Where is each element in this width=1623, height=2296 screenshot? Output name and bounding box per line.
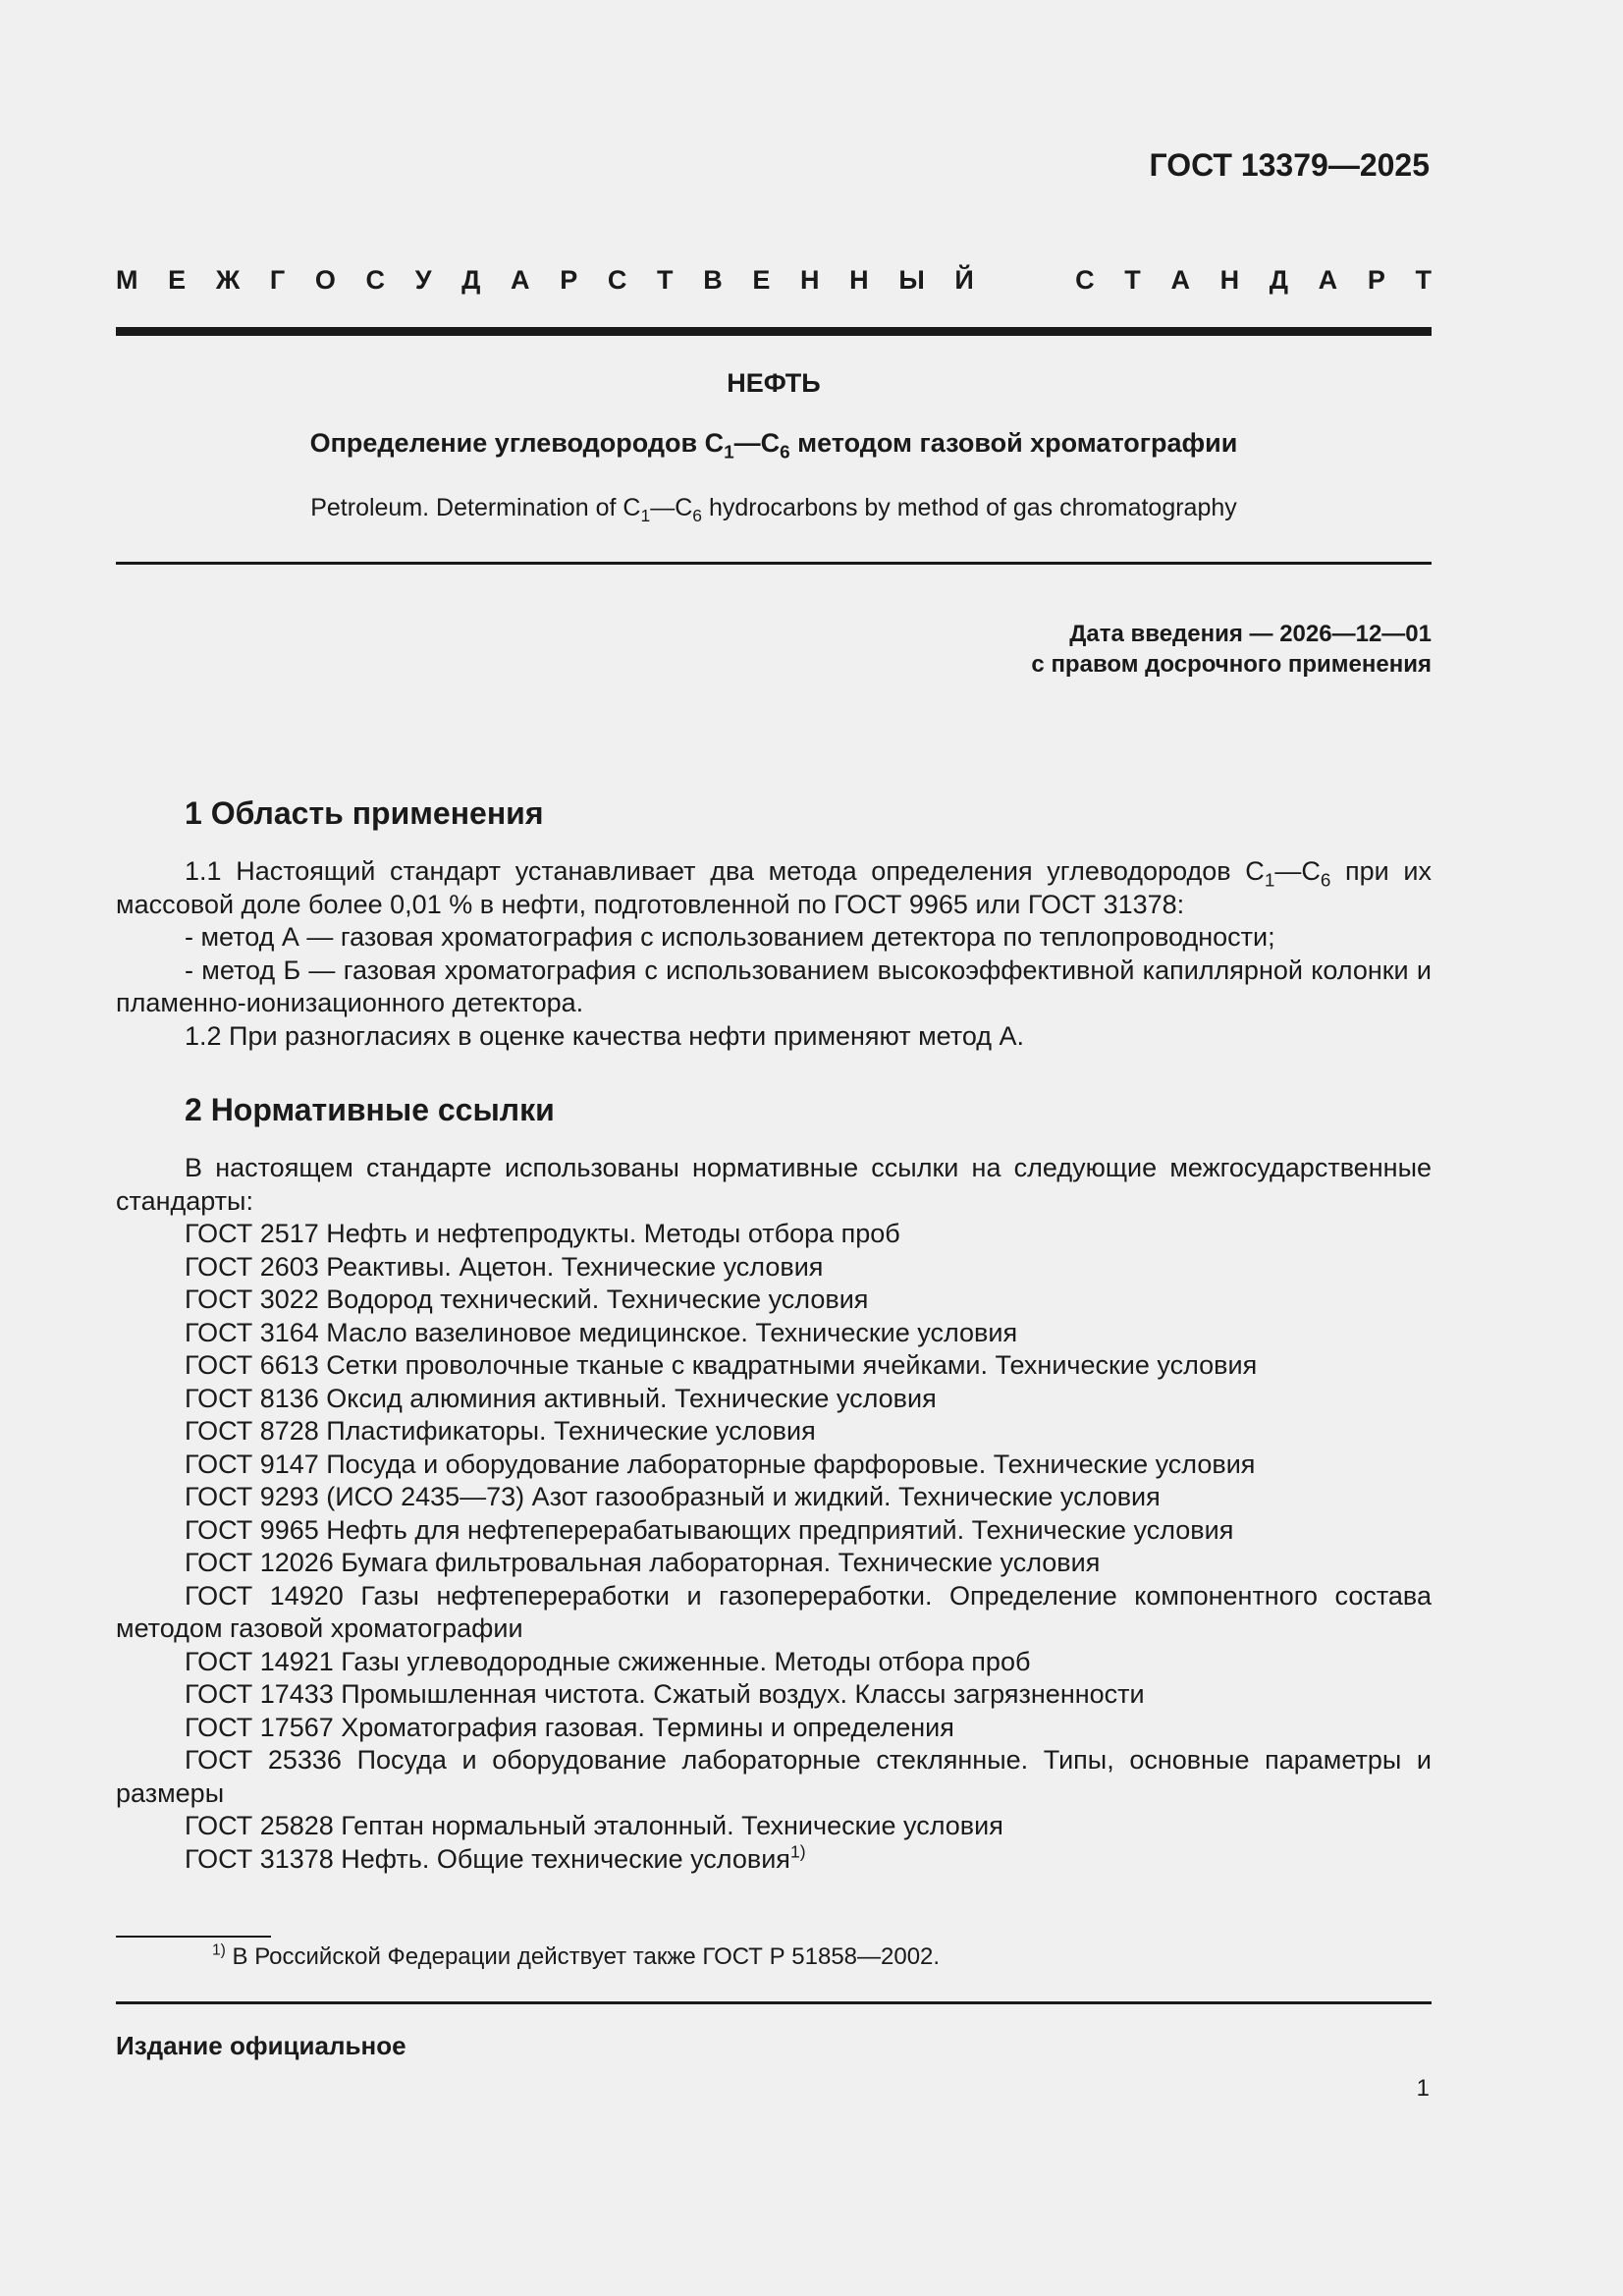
- reference-item: ГОСТ 25828 Гептан нормальный эталонный. Технические условия: [185, 1811, 1003, 1840]
- banner-letter: У: [414, 265, 432, 295]
- reference-item: ГОСТ 14920 Газы нефтепереработки и газопереработки. Определение компонентного состава методом газовой хроматографии: [116, 1580, 1432, 1643]
- header-divider-thick: [116, 327, 1432, 336]
- official-edition-label: Издание официальное: [116, 2031, 406, 2060]
- early-application-line: с правом досрочного применения: [1031, 651, 1432, 678]
- banner-letter: Т: [1415, 265, 1432, 295]
- banner-letter: Г: [269, 265, 286, 295]
- section-body-scope: [116, 855, 1432, 1053]
- introduction-date: [1031, 619, 1432, 680]
- banner-letter: В: [703, 265, 723, 295]
- interstate-standard-banner: [116, 265, 1432, 296]
- document-subtitle: Определение углеводородов $С_1—С_6$ методом газовой хроматографии: [309, 428, 1238, 464]
- banner-letter: Т: [1124, 265, 1141, 295]
- list-item-method-a: - метод А — газовая хроматография с использованием детектора по теплопроводности;: [185, 922, 1275, 952]
- banner-letter: С: [1075, 265, 1095, 295]
- banner-letter: А: [1318, 265, 1338, 295]
- banner-letter: Н: [1219, 265, 1240, 295]
- banner-letter: Р: [560, 265, 578, 295]
- reference-item-last: ГОСТ 31378 Нефть. Общие технические условия$^{1)}$: [185, 1840, 806, 1874]
- banner-letter: Р: [1367, 265, 1385, 295]
- page-number: 1: [1416, 2075, 1430, 2102]
- reference-item: ГОСТ 2517 Нефть и нефтепродукты. Методы отбора проб: [185, 1219, 900, 1248]
- banner-letter: Ж: [215, 265, 241, 295]
- banner-letter: Ы: [898, 265, 925, 295]
- introduction-date-line: Дата введения — 2026—12—01: [1069, 621, 1432, 647]
- banner-letter: Е: [168, 265, 187, 295]
- banner-letter: Д: [1269, 265, 1289, 295]
- banner-letter: А: [1170, 265, 1190, 295]
- banner-letter: Н: [800, 265, 820, 295]
- banner-letter: Н: [849, 265, 869, 295]
- refs-intro: В настоящем стандарте использованы нормативные ссылки на следующие межгосударственные стандарты:: [116, 1153, 1432, 1216]
- reference-item: ГОСТ 17567 Хроматография газовая. Термины и определения: [185, 1712, 954, 1742]
- banner-word-gap: [1003, 265, 1045, 296]
- footnote-mark: 1): [789, 1840, 806, 1861]
- banner-letter: А: [511, 265, 530, 295]
- reference-item: ГОСТ 14921 Газы углеводородные сжиженные. Методы отбора проб: [185, 1646, 1031, 1676]
- reference-item: ГОСТ 3022 Водород технический. Технические условия: [185, 1285, 869, 1314]
- banner-letter: С: [607, 265, 627, 295]
- reference-item: ГОСТ 17433 Промышленная чистота. Сжатый воздух. Классы загрязненности: [185, 1679, 1145, 1709]
- paragraph-1-2: 1.2 При разногласиях в оценке качества нефти применяют метод А.: [185, 1020, 1025, 1051]
- title-divider: [116, 562, 1432, 565]
- reference-item: ГОСТ 9293 (ИСО 2435—73) Азот газообразный и жидкий. Технические условия: [185, 1482, 1161, 1511]
- section-body-normative-refs: [116, 1152, 1432, 1876]
- reference-item: ГОСТ 8136 Оксид алюминия активный. Технические условия: [185, 1383, 937, 1413]
- reference-item: ГОСТ 6613 Сетки проволочные тканые с квадратными ячейками. Технические условия: [185, 1350, 1258, 1380]
- document-title: НЕФТЬ: [727, 368, 821, 398]
- section-heading-normative-refs: 2 Нормативные ссылки: [185, 1092, 555, 1127]
- banner-letter: М: [116, 265, 138, 295]
- banner-letter: Т: [657, 265, 674, 295]
- banner-letter: С: [365, 265, 386, 295]
- document-code: ГОСТ 13379—2025: [1149, 147, 1430, 183]
- banner-letter: Й: [954, 265, 974, 295]
- banner-letter: О: [314, 265, 336, 295]
- paragraph-1-1: 1.1 Настоящий стандарт устанавливает два метода определения углеводородов $С_1—С_6$ при их массовой доле более 0,01 % в нефти, подготовленной по ГОСТ 9965 или ГОСТ 31378:: [116, 856, 1433, 919]
- reference-item: ГОСТ 2603 Реактивы. Ацетон. Технические условия: [185, 1251, 824, 1282]
- references-list: [116, 1218, 1432, 1843]
- footnote: $^{1)}$ В Российской Федерации действует также ГОСТ Р 51858—2002.: [212, 1941, 941, 1970]
- document-title-english: Petroleum. Determination of $C_1—C_6$ hydrocarbons by method of gas chromatography: [310, 494, 1237, 526]
- reference-item: ГОСТ 8728 Пластификаторы. Технические условия: [185, 1416, 816, 1446]
- banner-letter: Е: [752, 265, 771, 295]
- footnote-divider: [116, 1936, 271, 1938]
- reference-item: ГОСТ 9147 Посуда и оборудование лабораторные фарфоровые. Технические условия: [185, 1449, 1256, 1479]
- banner-letter: Д: [461, 265, 481, 295]
- footer-divider: [116, 2001, 1432, 2004]
- list-item-method-b: - метод Б — газовая хроматография с использованием высокоэффективной капиллярной колонки и пламенно-ионизационного детектора.: [116, 955, 1432, 1017]
- section-heading-scope: 1 Область применения: [185, 795, 544, 831]
- reference-item: ГОСТ 12026 Бумага фильтровальная лабораторная. Технические условия: [185, 1548, 1101, 1577]
- reference-item: ГОСТ 9965 Нефть для нефтеперерабатывающих предприятий. Технические условия: [185, 1514, 1234, 1545]
- reference-item: ГОСТ 25336 Посуда и оборудование лабораторные стеклянные. Типы, основные параметры и размеры: [116, 1745, 1432, 1808]
- reference-item: ГОСТ 3164 Масло вазелиновое медицинское. Технические условия: [185, 1317, 1018, 1347]
